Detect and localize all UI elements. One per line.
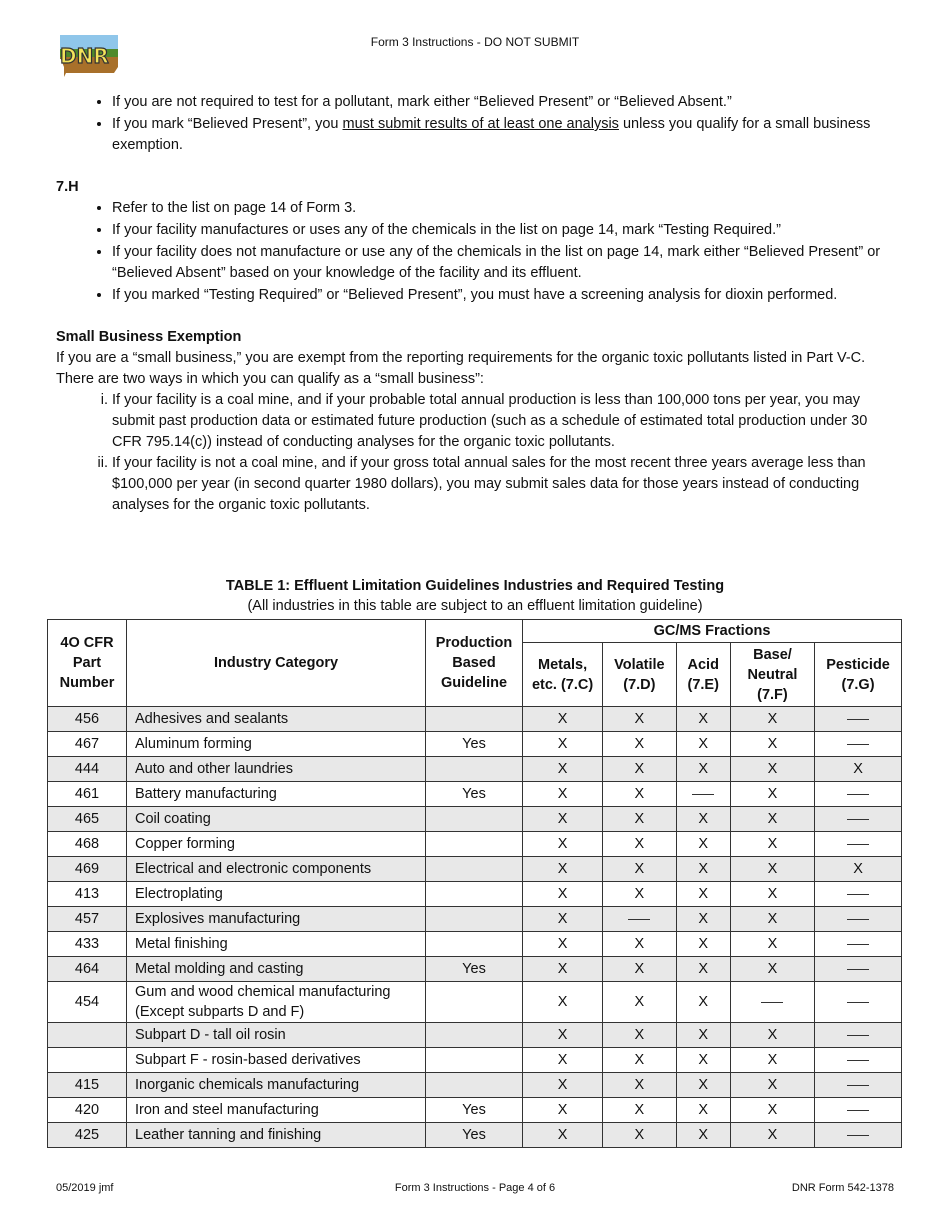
col-acid: Acid (7.E)	[676, 643, 730, 707]
cell-part: 433	[48, 932, 127, 957]
cell-value	[426, 757, 523, 782]
cell-value: X	[676, 982, 730, 1023]
cell-value: X	[676, 857, 730, 882]
cell-value: X	[730, 857, 814, 882]
cell-value: X	[523, 982, 603, 1023]
section-heading-small-business: Small Business Exemption	[56, 329, 242, 345]
cell-part: 413	[48, 882, 127, 907]
cell-value: X	[523, 757, 603, 782]
cell-value: X	[523, 1048, 603, 1073]
list-item: ii. If your facility is not a coal mine, and if your gross total annual sales for the most recent three years average less than $100,000 per year (in second quarter 1980 dollars), you may submit sales data for those years instead of conducting analyses for the organic toxic pollutants.	[112, 453, 896, 516]
7h-bullets	[56, 198, 896, 306]
cell-value: X	[730, 957, 814, 982]
cell-value: X	[730, 707, 814, 732]
cell-value	[676, 782, 730, 807]
cell-part: 457	[48, 907, 127, 932]
cell-value	[815, 882, 902, 907]
instructions-body	[56, 92, 896, 516]
cell-value: X	[523, 1123, 603, 1148]
table-row	[48, 907, 902, 932]
cell-value: X	[603, 707, 676, 732]
dash-mark	[847, 1110, 869, 1111]
cell-value	[815, 732, 902, 757]
cell-value	[426, 1073, 523, 1098]
cell-value	[426, 807, 523, 832]
cell-value: X	[676, 907, 730, 932]
cell-value: X	[730, 932, 814, 957]
cell-category: Leather tanning and finishing	[127, 1123, 426, 1148]
table-row	[48, 882, 902, 907]
table-row	[48, 932, 902, 957]
cell-value: X	[603, 757, 676, 782]
cell-value	[815, 782, 902, 807]
cell-part: 415	[48, 1073, 127, 1098]
cell-value: X	[603, 957, 676, 982]
cell-category: Subpart D - tall oil rosin	[127, 1023, 426, 1048]
cell-value: Yes	[426, 1098, 523, 1123]
dash-mark	[847, 944, 869, 945]
cell-part: 464	[48, 957, 127, 982]
col-category: Industry Category	[127, 620, 426, 707]
effluent-table	[47, 619, 902, 1148]
cell-part	[48, 1048, 127, 1073]
header-title: Form 3 Instructions - DO NOT SUBMIT	[370, 35, 580, 49]
cell-value	[730, 982, 814, 1023]
cell-value	[426, 982, 523, 1023]
cell-value	[815, 1048, 902, 1073]
cell-value	[815, 1098, 902, 1123]
bullet: • If you are not required to test for a pollutant, mark either “Believed Present” or “Believed Absent.”	[112, 92, 896, 113]
cell-value	[426, 832, 523, 857]
dash-mark	[847, 794, 869, 795]
cell-value: X	[730, 1098, 814, 1123]
cell-value: X	[676, 957, 730, 982]
cell-part	[48, 1023, 127, 1048]
dash-mark	[847, 719, 869, 720]
cell-value	[426, 707, 523, 732]
cell-value: X	[730, 1123, 814, 1148]
cell-category: Copper forming	[127, 832, 426, 857]
cell-part: 465	[48, 807, 127, 832]
cell-value: X	[523, 1023, 603, 1048]
cell-category: Adhesives and sealants	[127, 707, 426, 732]
table-row	[48, 1123, 902, 1148]
cell-value: X	[523, 857, 603, 882]
table-row	[48, 1023, 902, 1048]
cell-category: Coil coating	[127, 807, 426, 832]
cell-value: X	[603, 832, 676, 857]
cell-value: X	[603, 932, 676, 957]
cell-value	[815, 807, 902, 832]
cell-value: X	[523, 732, 603, 757]
dash-mark	[847, 919, 869, 920]
cell-category: Gum and wood chemical manufacturing (Except subparts D and F)	[127, 982, 426, 1023]
cell-value: X	[523, 957, 603, 982]
bullet: • If you marked “Testing Required” or “Believed Present”, you must have a screening analysis for dioxin performed.	[112, 285, 896, 306]
cell-value	[815, 1073, 902, 1098]
dash-mark	[847, 844, 869, 845]
cell-category: Inorganic chemicals manufacturing	[127, 1073, 426, 1098]
cell-value: X	[676, 1098, 730, 1123]
cell-part: 425	[48, 1123, 127, 1148]
dash-mark	[847, 894, 869, 895]
cell-value	[426, 932, 523, 957]
cell-value: X	[676, 882, 730, 907]
cell-value: X	[676, 1123, 730, 1148]
cell-value	[426, 1023, 523, 1048]
cell-part: 468	[48, 832, 127, 857]
cell-category: Aluminum forming	[127, 732, 426, 757]
cell-category: Electrical and electronic components	[127, 857, 426, 882]
bullet: • If your facility does not manufacture or use any of the chemicals in the list on page 14, mark either “Believed Present” or “Believed Absent” based on your knowledge of the facility and its effluent.	[112, 242, 896, 284]
table-row	[48, 832, 902, 857]
dash-mark	[692, 794, 714, 795]
table-row	[48, 982, 902, 1023]
cell-value: X	[676, 732, 730, 757]
cell-category: Auto and other laundries	[127, 757, 426, 782]
col-pesticide: Pesticide (7.G)	[815, 643, 902, 707]
dash-mark	[847, 1002, 869, 1003]
cell-part: 456	[48, 707, 127, 732]
cell-value	[815, 932, 902, 957]
cell-value: X	[730, 782, 814, 807]
list-item: i. If your facility is a coal mine, and if your probable total annual production is less than 100,000 tons per year, you may submit past production data or estimated future production (such as a schedule of estimated total production under 30 CFR 795.14(c)) instead of conducting analyses for the organic toxic pollutants.	[112, 390, 896, 453]
cell-part: 461	[48, 782, 127, 807]
dash-mark	[628, 919, 650, 920]
dash-mark	[847, 819, 869, 820]
cell-value: X	[603, 857, 676, 882]
table-row	[48, 757, 902, 782]
bullet: • Refer to the list on page 14 of Form 3.	[112, 198, 896, 219]
bullet: • If your facility manufactures or uses any of the chemicals in the list on page 14, mark “Testing Required.”	[112, 220, 896, 241]
cell-value: X	[603, 1098, 676, 1123]
dash-mark	[847, 1085, 869, 1086]
col-part: 4O CFR Part Number	[48, 620, 127, 707]
table-row	[48, 1073, 902, 1098]
table-row	[48, 957, 902, 982]
cell-value	[426, 1048, 523, 1073]
cell-value	[426, 882, 523, 907]
cell-value: X	[676, 1073, 730, 1098]
cell-value	[815, 907, 902, 932]
table-row	[48, 1048, 902, 1073]
small-business-intro: If you are a “small business,” you are exempt from the reporting requirements for the organic toxic pollutants listed in Part V-C. There are two ways in which you can qualify as a “small business”:	[56, 350, 866, 387]
col-group-gcms: GC/MS Fractions	[523, 620, 902, 643]
col-production: Production Based Guideline	[426, 620, 523, 707]
cell-value	[426, 907, 523, 932]
cell-value: X	[523, 1073, 603, 1098]
cell-value	[815, 1123, 902, 1148]
cell-value: X	[815, 757, 902, 782]
cell-value: Yes	[426, 1123, 523, 1148]
cell-value	[815, 707, 902, 732]
cell-value	[815, 957, 902, 982]
cell-value: X	[603, 732, 676, 757]
col-base: Base/ Neutral (7.F)	[730, 643, 814, 707]
small-business-list	[56, 390, 896, 516]
cell-part: 444	[48, 757, 127, 782]
table-row	[48, 1098, 902, 1123]
cell-value	[815, 832, 902, 857]
cell-value: X	[603, 1023, 676, 1048]
dash-mark	[761, 1002, 783, 1003]
cell-value: X	[815, 857, 902, 882]
cell-value: X	[523, 882, 603, 907]
cell-part: 420	[48, 1098, 127, 1123]
dash-mark	[847, 1060, 869, 1061]
dash-mark	[847, 744, 869, 745]
col-volatile: Volatile (7.D)	[603, 643, 676, 707]
cell-value: X	[523, 707, 603, 732]
cell-value: X	[603, 982, 676, 1023]
cell-value: X	[730, 1048, 814, 1073]
section-heading-7h: 7.H	[56, 179, 79, 195]
cell-category: Metal molding and casting	[127, 957, 426, 982]
footer-left: 05/2019 jmf	[56, 1182, 114, 1194]
cell-value	[815, 982, 902, 1023]
cell-value: X	[676, 707, 730, 732]
table-body	[48, 707, 902, 1148]
cell-value: X	[676, 1023, 730, 1048]
cell-value: X	[730, 832, 814, 857]
top-bullets	[56, 92, 896, 156]
cell-value: X	[523, 782, 603, 807]
cell-category: Electroplating	[127, 882, 426, 907]
cell-value: X	[603, 1073, 676, 1098]
dash-mark	[847, 1135, 869, 1136]
cell-value: Yes	[426, 732, 523, 757]
cell-value: X	[523, 932, 603, 957]
cell-value: X	[523, 807, 603, 832]
cell-value: X	[676, 807, 730, 832]
cell-part: 467	[48, 732, 127, 757]
table-row	[48, 807, 902, 832]
dash-mark	[847, 1035, 869, 1036]
table-row	[48, 707, 902, 732]
cell-value: X	[676, 932, 730, 957]
cell-value: X	[730, 882, 814, 907]
cell-value: X	[730, 907, 814, 932]
bullet: • If you mark “Believed Present”, you must submit results of at least one analysis unless you qualify for a small business exemption.	[112, 114, 896, 156]
dash-mark	[847, 969, 869, 970]
cell-value: X	[676, 757, 730, 782]
cell-value: X	[603, 1048, 676, 1073]
svg-text:DNR: DNR	[60, 44, 109, 68]
cell-value: X	[603, 807, 676, 832]
cell-value	[603, 907, 676, 932]
col-metals: Metals, etc. (7.C)	[523, 643, 603, 707]
cell-category: Battery manufacturing	[127, 782, 426, 807]
table-subtitle: (All industries in this table are subject to an effluent limitation guideline)	[247, 598, 703, 614]
cell-category: Explosives manufacturing	[127, 907, 426, 932]
cell-value: X	[676, 1048, 730, 1073]
cell-value: Yes	[426, 957, 523, 982]
cell-value: X	[523, 907, 603, 932]
cell-part: 469	[48, 857, 127, 882]
cell-value: Yes	[426, 782, 523, 807]
cell-value: X	[730, 1023, 814, 1048]
cell-value: X	[730, 757, 814, 782]
cell-value: X	[730, 807, 814, 832]
cell-category: Iron and steel manufacturing	[127, 1098, 426, 1123]
footer-center: Form 3 Instructions - Page 4 of 6	[394, 1182, 556, 1194]
cell-value: X	[523, 1098, 603, 1123]
table-row	[48, 857, 902, 882]
cell-value: X	[523, 832, 603, 857]
cell-part: 454	[48, 982, 127, 1023]
cell-category: Metal finishing	[127, 932, 426, 957]
table-row	[48, 782, 902, 807]
cell-value	[426, 857, 523, 882]
cell-value: X	[676, 832, 730, 857]
cell-category: Subpart F - rosin-based derivatives	[127, 1048, 426, 1073]
cell-value: X	[603, 882, 676, 907]
cell-value: X	[730, 1073, 814, 1098]
cell-value: X	[603, 1123, 676, 1148]
cell-value	[815, 1023, 902, 1048]
footer-right: DNR Form 542-1378	[791, 1182, 894, 1194]
table-title: TABLE 1: Effluent Limitation Guidelines Industries and Required Testing	[225, 578, 725, 594]
table-row	[48, 732, 902, 757]
cell-value: X	[730, 732, 814, 757]
cell-value: X	[603, 782, 676, 807]
